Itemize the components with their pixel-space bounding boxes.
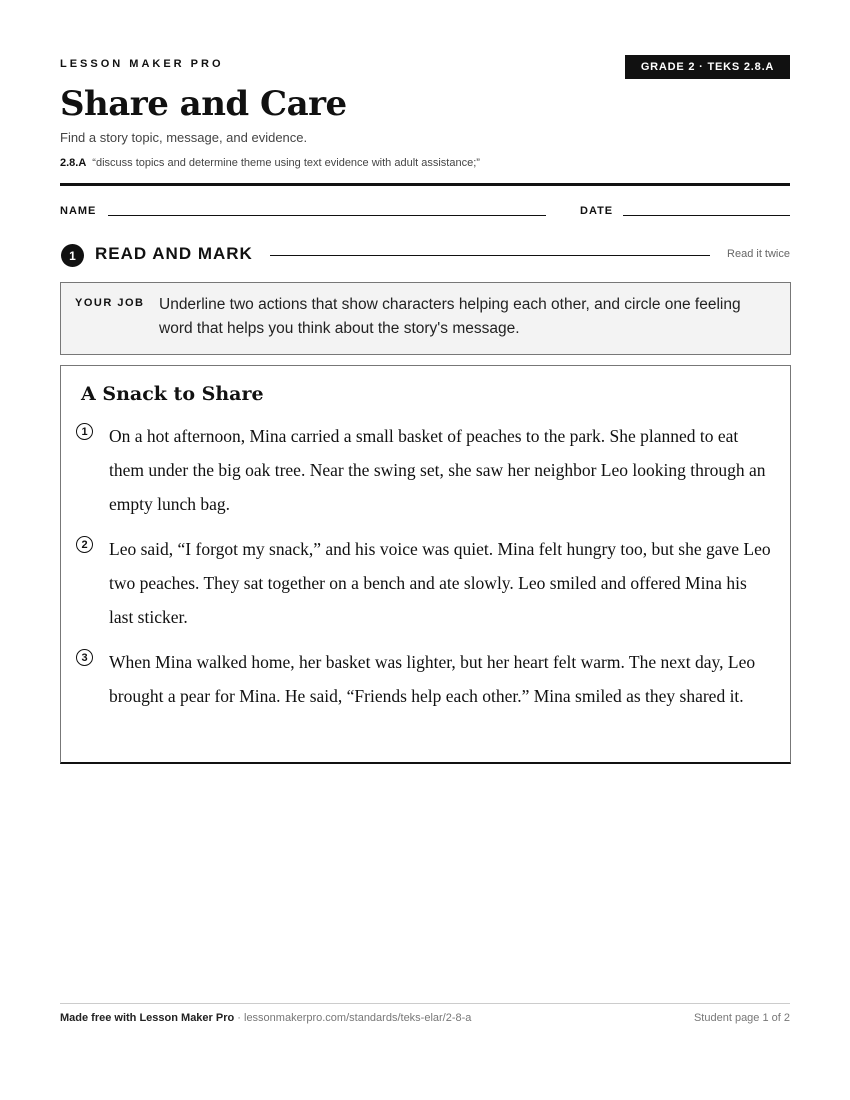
- job-instructions: Underline two actions that show characters helping each other, and circle one feeling word that helps you think about the story's message.: [159, 296, 741, 337]
- footer-url[interactable]: · lessonmakerpro.com/standards/teks-elar/2-8-a: [234, 1012, 472, 1024]
- name-field[interactable]: [108, 215, 546, 216]
- date-label: DATE: [580, 205, 614, 217]
- footer-made-with: Made free with Lesson Maker Pro: [60, 1012, 235, 1024]
- footer-page-number: Student page 1 of 2: [693, 1012, 790, 1024]
- paragraph-number-badge: 2: [76, 536, 93, 553]
- grade-badge: GRADE 2 · TEKS 2.8.A: [625, 55, 790, 79]
- name-label: NAME: [60, 205, 97, 217]
- paragraph-text: When Mina walked home, her basket was lighter, but her heart felt warm. The next day, Leo brought a pear for Mina. He said, “Friends help each other.” Mina smiled as they shared it.: [109, 652, 756, 706]
- job-box: [60, 282, 791, 355]
- story-title: A Snack to Share: [81, 383, 264, 405]
- section-number-badge: 1: [61, 244, 84, 267]
- standard-line: [60, 157, 480, 169]
- header-divider: [60, 183, 790, 186]
- paragraph-number-badge: 3: [76, 649, 93, 666]
- page-title: Share and Care: [60, 84, 347, 124]
- standard-text: “discuss topics and determine theme using text evidence with adult assistance;”: [92, 157, 480, 169]
- footer-credit: [60, 1012, 471, 1024]
- paragraph-text: Leo said, “I forgot my snack,” and his voice was quiet. Mina felt hungry too, but she gave Leo two peaches. They sat together on a bench and ate slowly. Leo smiled and offered Mina his last sticker.: [109, 539, 771, 627]
- section-title: READ AND MARK: [95, 244, 253, 263]
- date-field[interactable]: [623, 215, 790, 216]
- section-note: Read it twice: [727, 248, 790, 260]
- standard-code: 2.8.A: [60, 157, 87, 169]
- footer-divider: [60, 1003, 790, 1004]
- paragraph-text: On a hot afternoon, Mina carried a small basket of peaches to the park. She planned to eat them under the big oak tree. Near the swing set, she saw her neighbor Leo looking through an empty lunch bag.: [109, 426, 766, 514]
- paragraph-number-badge: 1: [76, 423, 93, 440]
- story-box: [60, 365, 791, 764]
- job-label: YOUR JOB: [75, 297, 145, 309]
- brand-name: LESSON MAKER PRO: [60, 58, 224, 70]
- section-divider: [270, 255, 710, 256]
- page-subtitle: Find a story topic, message, and evidence.: [60, 130, 308, 145]
